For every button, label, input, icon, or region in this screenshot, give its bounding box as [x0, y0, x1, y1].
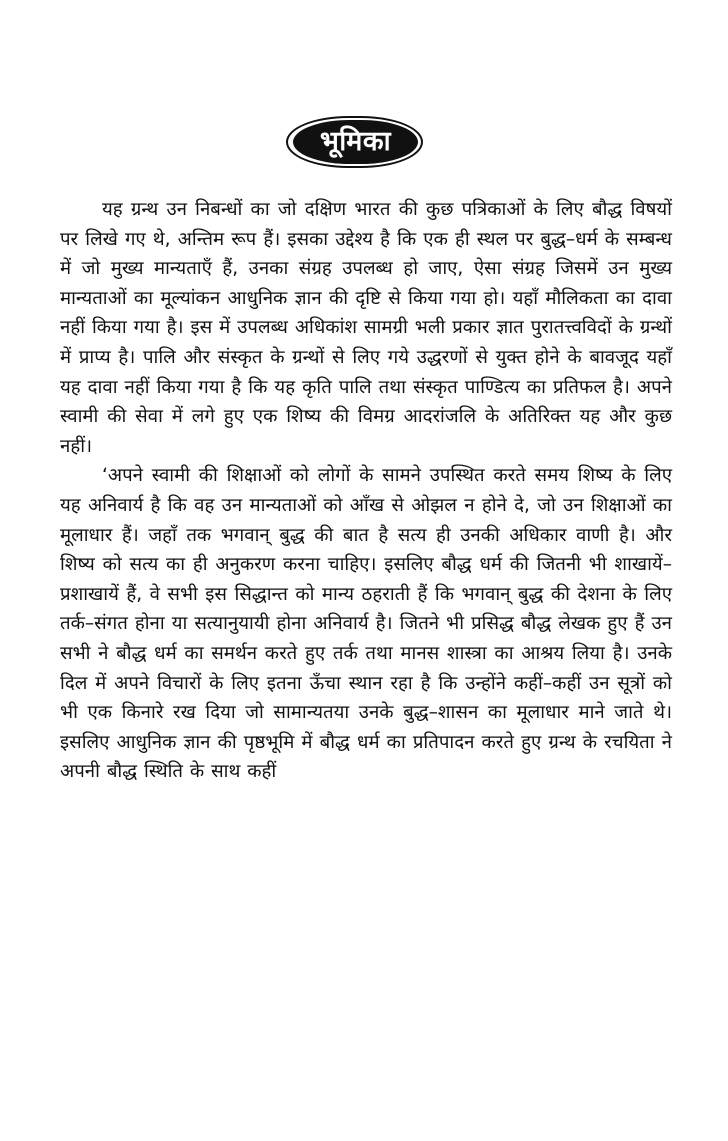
paragraph-2: ‘अपने स्वामी की शिक्षाओं को लोगों के सामने उपस्थित करते समय शिष्य के लिए यह अनिवार्य है कि वह उन मान्यताओं को आँख से ओझल न होने दे, जो उन शिक्षाओं का मूलाधार हैं। जहाँ तक भगवान् बुद्ध की बात है सत्य ही उनकी अधिकार वाणी है। और शिष्य को सत्य का ही अनुकरण करना चाहिए। इसलिए बौद्ध धर्म की जितनी भी शाखायें–प्रशाखायें हैं, वे सभी इस सिद्धान्त को मान्य ठहराती हैं कि भगवान् बुद्ध की देशना के लिए तर्क–संगत होना या सत्यानुयायी होना अनिवार्य है। जितने भी प्रसिद्ध बौद्ध लेखक हुए हैं उन सभी ने बौद्ध धर्म का समर्थन करते हुए तर्क तथा मानस शास्त्रा का आश्रय लिया है। उनके दिल में अपने विचारों के लिए इतना ऊँचा स्थान रहा है कि उन्होंने कहीं–कहीं उन सूत्रों को भी एक किनारे रख दिया जो सामान्यतया उनके बुद्ध–शासन का मूलाधार माने जाते थे। इसलिए आधुनिक ज्ञान की पृष्ठभूमि में बौद्ध धर्म का प्रतिपादन करते हुए ग्रन्थ के रचयिता ने अपनी बौद्ध स्थिति के साथ कहीं [60, 465, 672, 783]
paragraph-1: यह ग्रन्थ उन निबन्धों का जो दक्षिण भारत की कुछ पत्रिकाओं के लिए बौद्ध विषयों पर लिखे गए थे, अन्तिम रूप हैं। इसका उद्देश्य है कि एक ही स्थल पर बुद्ध–धर्म के सम्बन्ध में जो मुख्य मान्यताएँ हैं, उनका संग्रह उपलब्ध हो जाए, ऐसा संग्रह जिसमें उन मुख्य मान्यताओं का मूल्यांकन आधुनिक ज्ञान की दृष्टि से किया गया हो। यहाँ मौलिकता का दावा नहीं किया गया है। इस में उपलब्ध अधिकांश सामग्री भली प्रकार ज्ञात पुरातत्त्वविदों के ग्रन्थों में प्राप्य है। पालि और संस्कृत के ग्रन्थों से लिए गये उद्धरणों से युक्त होने के बावजूद यहाँ यह दावा नहीं किया गया है कि यह कृति पालि तथा संस्कृत पाण्डित्य का प्रतिफल है। अपने स्वामी की सेवा में लगे हुए एक शिष्य की विमग्र आदरांजलि के अतिरिक्त यह और कुछ नहीं। [60, 199, 672, 457]
page-title: भूमिका [319, 125, 392, 157]
body-text [60, 195, 672, 787]
title-badge [293, 120, 418, 164]
